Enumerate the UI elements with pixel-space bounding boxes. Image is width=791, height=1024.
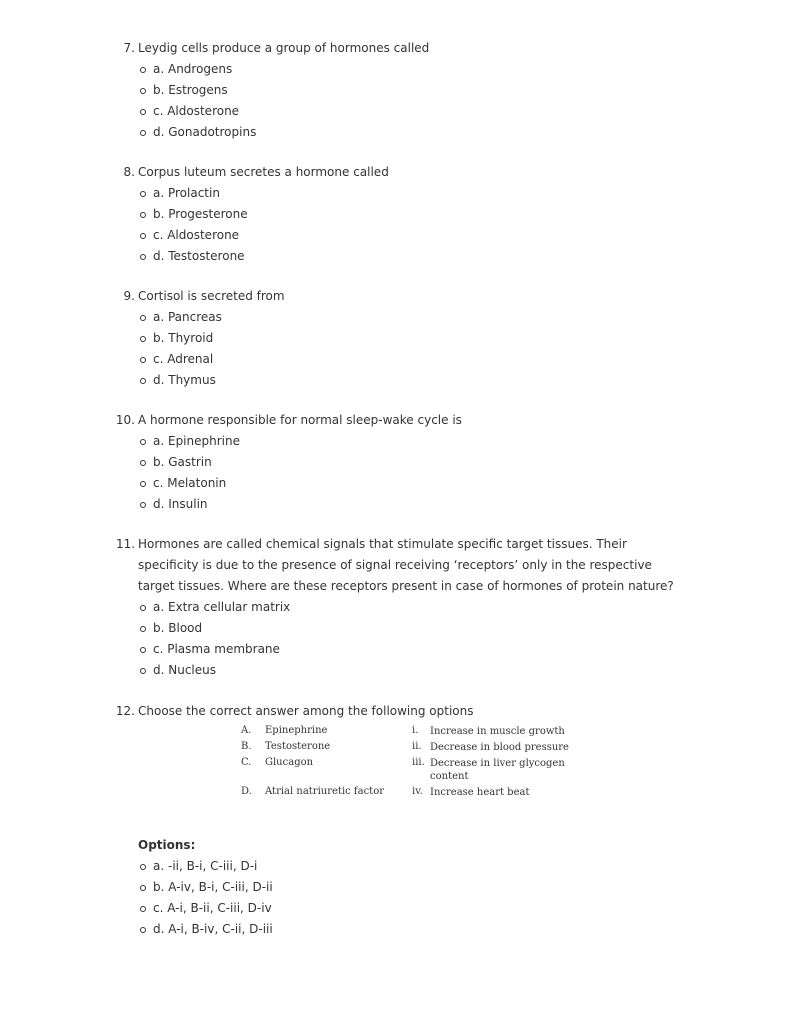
circle-bullet-icon bbox=[140, 502, 146, 508]
circle-bullet-icon bbox=[140, 439, 146, 445]
option-item bbox=[0, 618, 791, 639]
question-number: 11. bbox=[116, 537, 136, 551]
row-letter: C. bbox=[241, 757, 252, 768]
circle-bullet-icon bbox=[140, 378, 146, 384]
option-item bbox=[0, 59, 791, 80]
question-text: Choose the correct answer among the following options bbox=[138, 704, 474, 718]
circle-bullet-icon bbox=[140, 481, 146, 487]
circle-bullet-icon bbox=[140, 885, 146, 891]
option-item bbox=[0, 370, 791, 391]
option-text: c. Plasma membrane bbox=[153, 642, 280, 656]
question-stem bbox=[0, 38, 791, 59]
option-item bbox=[0, 80, 791, 101]
question-text: Cortisol is secreted from bbox=[138, 289, 285, 303]
hormone-name: Epinephrine bbox=[265, 725, 328, 736]
question-12 bbox=[0, 701, 791, 722]
row-letter: D. bbox=[241, 786, 252, 797]
circle-bullet-icon bbox=[140, 109, 146, 115]
hormone-effect: Increase in muscle growth bbox=[430, 726, 565, 737]
option-text: c. Adrenal bbox=[153, 352, 214, 366]
option-text: a. -ii, B-i, C-iii, D-i bbox=[153, 859, 258, 873]
hormone-name: Glucagon bbox=[265, 757, 314, 768]
question-number: 12. bbox=[115, 704, 135, 718]
question-8 bbox=[0, 162, 791, 267]
hormone-effect: Decrease in liver glycogen content bbox=[430, 758, 565, 782]
option-text: d. Nucleus bbox=[153, 663, 216, 677]
circle-bullet-icon bbox=[140, 67, 146, 73]
matching-row bbox=[238, 755, 578, 784]
option-text: c. Melatonin bbox=[153, 476, 227, 490]
row-letter: A. bbox=[241, 725, 252, 736]
hormone-name: Testosterone bbox=[265, 741, 331, 752]
circle-bullet-icon bbox=[140, 336, 146, 342]
matching-row bbox=[238, 723, 578, 739]
option-list bbox=[0, 59, 791, 143]
option-text: a. Prolactin bbox=[153, 186, 220, 200]
question-11 bbox=[0, 534, 791, 681]
circle-bullet-icon bbox=[140, 864, 146, 870]
question-12-options bbox=[0, 856, 791, 940]
option-text: c. A-i, B-ii, C-iii, D-iv bbox=[153, 901, 272, 915]
option-text: d. Testosterone bbox=[153, 249, 245, 263]
option-text: b. Blood bbox=[153, 621, 203, 635]
option-item bbox=[0, 639, 791, 660]
question-7 bbox=[0, 38, 791, 143]
question-text: Corpus luteum secretes a hormone called bbox=[138, 165, 389, 179]
option-item bbox=[0, 101, 791, 122]
circle-bullet-icon bbox=[140, 357, 146, 363]
circle-bullet-icon bbox=[140, 668, 146, 674]
option-item bbox=[0, 349, 791, 370]
circle-bullet-icon bbox=[140, 233, 146, 239]
option-item bbox=[0, 856, 791, 877]
option-item bbox=[0, 919, 791, 940]
option-text: d. Thymus bbox=[153, 373, 216, 387]
row-numeral: iv. bbox=[412, 786, 423, 797]
option-list bbox=[0, 431, 791, 515]
option-item bbox=[0, 898, 791, 919]
option-text: b. Estrogens bbox=[153, 83, 228, 97]
option-item bbox=[0, 877, 791, 898]
matching-row bbox=[238, 739, 578, 755]
question-stem bbox=[0, 286, 791, 307]
question-stem bbox=[0, 162, 791, 183]
option-item bbox=[0, 660, 791, 681]
question-10 bbox=[0, 410, 791, 515]
circle-bullet-icon bbox=[140, 212, 146, 218]
option-item bbox=[0, 431, 791, 452]
question-stem bbox=[116, 534, 678, 597]
option-list bbox=[0, 597, 791, 681]
row-numeral: iii. bbox=[412, 757, 425, 768]
option-text: a. Pancreas bbox=[153, 310, 222, 324]
option-text: a. Androgens bbox=[153, 62, 233, 76]
option-text: d. Insulin bbox=[153, 497, 208, 511]
question-number: 7. bbox=[123, 41, 135, 55]
circle-bullet-icon bbox=[140, 191, 146, 197]
circle-bullet-icon bbox=[140, 130, 146, 136]
row-letter: B. bbox=[241, 741, 252, 752]
option-text: d. Gonadotropins bbox=[153, 125, 257, 139]
circle-bullet-icon bbox=[140, 927, 146, 933]
hormone-name: Atrial natriuretic factor bbox=[265, 786, 384, 797]
question-number: 10. bbox=[115, 413, 135, 427]
circle-bullet-icon bbox=[140, 254, 146, 260]
option-item bbox=[0, 494, 791, 515]
option-text: c. Aldosterone bbox=[153, 228, 240, 242]
hormone-effect: Decrease in blood pressure bbox=[430, 742, 569, 753]
option-list bbox=[0, 307, 791, 391]
option-list bbox=[0, 183, 791, 267]
question-text: Hormones are called chemical signals that stimulate specific target tissues. Their specificity is due to the presence of signal receiving ‘receptors’ only in the respective target tissues. Where are these receptors present in case of hormones of protein nature? bbox=[138, 537, 674, 593]
option-item bbox=[0, 328, 791, 349]
circle-bullet-icon bbox=[140, 647, 146, 653]
option-text: c. Aldosterone bbox=[153, 104, 240, 118]
row-numeral: ii. bbox=[412, 741, 422, 752]
question-number: 8. bbox=[123, 165, 135, 179]
option-text: b. Thyroid bbox=[153, 331, 214, 345]
options-heading: Options: bbox=[138, 838, 196, 852]
circle-bullet-icon bbox=[140, 88, 146, 94]
option-item bbox=[0, 452, 791, 473]
option-text: a. Extra cellular matrix bbox=[153, 600, 291, 614]
option-item bbox=[0, 204, 791, 225]
option-item bbox=[0, 597, 791, 618]
circle-bullet-icon bbox=[140, 460, 146, 466]
circle-bullet-icon bbox=[140, 605, 146, 611]
option-list bbox=[0, 856, 791, 940]
option-text: a. Epinephrine bbox=[153, 434, 240, 448]
question-stem bbox=[0, 410, 791, 431]
question-stem bbox=[0, 701, 791, 722]
option-text: d. A-i, B-iv, C-ii, D-iii bbox=[153, 922, 273, 936]
circle-bullet-icon bbox=[140, 906, 146, 912]
question-text: Leydig cells produce a group of hormones called bbox=[138, 41, 430, 55]
matching-row bbox=[238, 784, 578, 800]
option-text: b. Progesterone bbox=[153, 207, 248, 221]
option-item bbox=[0, 307, 791, 328]
option-item bbox=[0, 473, 791, 494]
option-text: b. A-iv, B-i, C-iii, D-ii bbox=[153, 880, 273, 894]
circle-bullet-icon bbox=[140, 315, 146, 321]
option-item bbox=[0, 246, 791, 267]
circle-bullet-icon bbox=[140, 626, 146, 632]
question-9 bbox=[0, 286, 791, 391]
question-number: 9. bbox=[123, 289, 135, 303]
hormone-effect: Increase heart beat bbox=[430, 787, 530, 798]
option-text: b. Gastrin bbox=[153, 455, 212, 469]
matching-table bbox=[238, 723, 578, 800]
option-item bbox=[0, 122, 791, 143]
option-item bbox=[0, 225, 791, 246]
question-text: A hormone responsible for normal sleep-wake cycle is bbox=[138, 413, 462, 427]
row-numeral: i. bbox=[412, 725, 419, 736]
option-item bbox=[0, 183, 791, 204]
